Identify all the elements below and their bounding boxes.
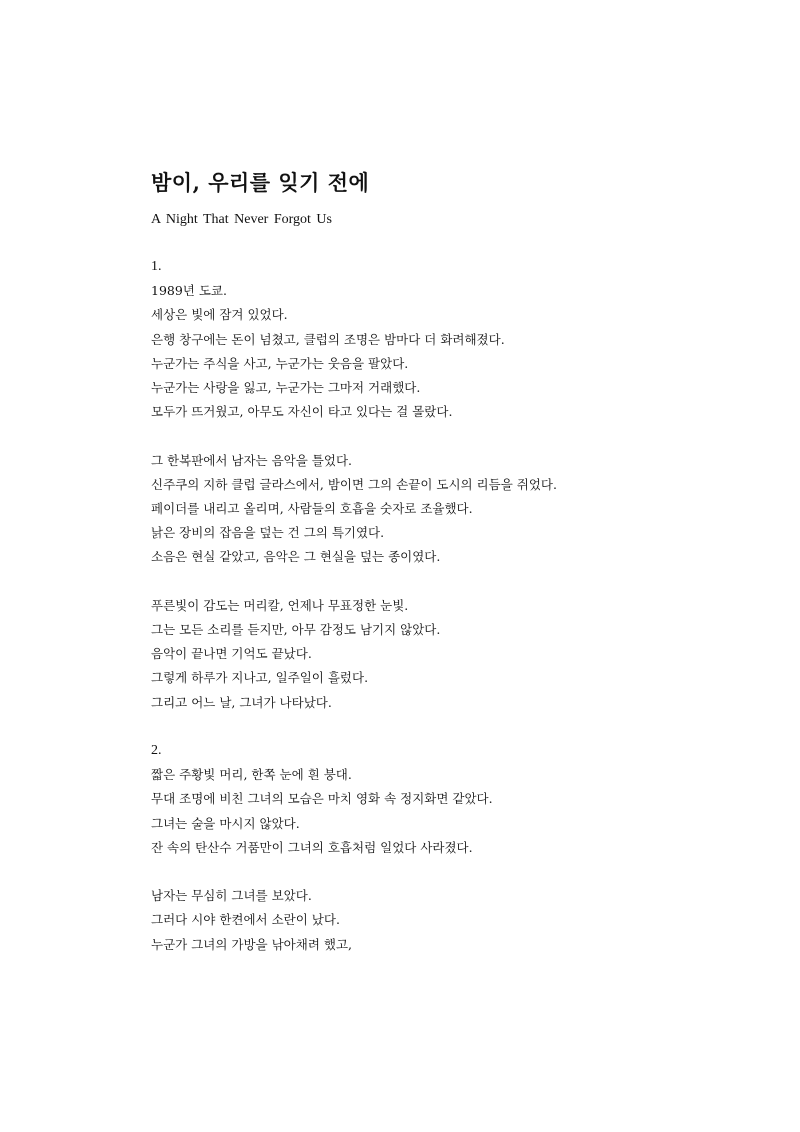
section-number: 1.	[151, 259, 162, 274]
text-line: 그녀는 술을 마시지 않았다.	[151, 815, 300, 831]
page-subtitle: A Night That Never Forgot Us	[151, 212, 332, 227]
text-line: 그 한복판에서 남자는 음악을 틀었다.	[151, 452, 352, 468]
text-line: 모두가 뜨거웠고, 아무도 자신이 타고 있다는 걸 몰랐다.	[151, 404, 453, 420]
document-body	[151, 166, 751, 957]
text-line: 누군가 그녀의 가방을 낚아채려 했고,	[151, 936, 352, 952]
text-line: 잔 속의 탄산수 거품만이 그녀의 호흡처럼 일었다 사라졌다.	[151, 839, 473, 855]
page-title: 밤이, 우리를 잊기 전에	[151, 170, 370, 195]
text-line: 1989년 도쿄.	[151, 283, 227, 299]
paragraph-break	[151, 570, 751, 594]
text-line: 누군가는 주식을 사고, 누군가는 웃음을 팔았다.	[151, 355, 409, 371]
text-line: 그는 모든 소리를 듣지만, 아무 감정도 남기지 않았다.	[151, 622, 441, 638]
section-1	[151, 255, 751, 715]
text-line: 소음은 현실 같았고, 음악은 그 현실을 덮는 종이였다.	[151, 549, 441, 565]
text-line: 신주쿠의 지하 클럽 글라스에서, 밤이면 그의 손끝이 도시의 리듬을 쥐었다.	[151, 476, 557, 492]
text-line: 은행 창구에는 돈이 넘쳤고, 클럽의 조명은 밤마다 더 화려해졌다.	[151, 331, 505, 347]
text-line: 그리고 어느 날, 그녀가 나타났다.	[151, 694, 332, 710]
paragraph-break	[151, 860, 751, 884]
text-line: 푸른빛이 감도는 머리칼, 언제나 무표정한 눈빛.	[151, 597, 409, 613]
section-number: 2.	[151, 743, 162, 759]
text-line: 낡은 장비의 잡음을 덮는 건 그의 특기였다.	[151, 525, 385, 541]
text-line: 세상은 빛에 잠겨 있었다.	[151, 307, 288, 323]
text-line: 짧은 주황빛 머리, 한쪽 눈에 흰 붕대.	[151, 767, 352, 783]
section-break	[151, 715, 751, 739]
text-line: 그렇게 하루가 지나고, 일주일이 흘렀다.	[151, 670, 369, 686]
text-line: 페이더를 내리고 올리며, 사람들의 호흡을 숫자로 조율했다.	[151, 501, 473, 517]
text-line: 그러다 시야 한켠에서 소란이 났다.	[151, 912, 340, 928]
text-line: 남자는 무심히 그녀를 보았다.	[151, 888, 312, 904]
paragraph-break	[151, 424, 751, 448]
text-line: 음악이 끝나면 기억도 끝났다.	[151, 646, 312, 662]
text-line: 누군가는 사랑을 잃고, 누군가는 그마저 거래했다.	[151, 380, 421, 396]
section-2	[151, 739, 751, 957]
text-line: 무대 조명에 비친 그녀의 모습은 마치 영화 속 정지화면 같았다.	[151, 791, 493, 807]
